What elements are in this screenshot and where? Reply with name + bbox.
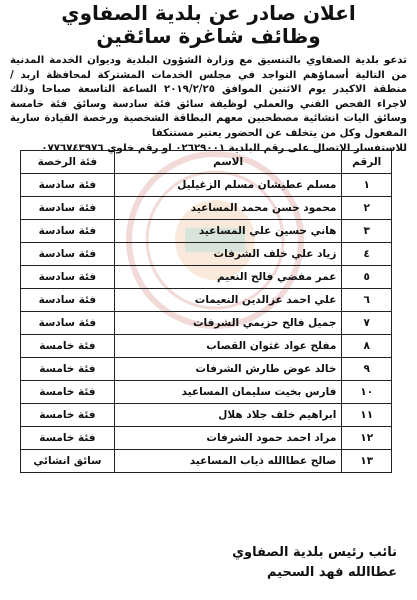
table-row bbox=[21, 335, 392, 358]
table-row bbox=[21, 197, 392, 220]
row-number: ١٣ bbox=[342, 450, 392, 473]
row-name: هاني حسين علي المساعيد bbox=[114, 220, 342, 243]
row-number: ١٠ bbox=[342, 381, 392, 404]
announcement-title: اعلان صادر عن بلدية الصفاوي bbox=[61, 1, 356, 25]
row-license-category: فئة خامسة bbox=[21, 381, 115, 404]
row-name: فارس بخيت سليمان المساعيد bbox=[114, 381, 342, 404]
table-row bbox=[21, 404, 392, 427]
row-number: ١٢ bbox=[342, 427, 392, 450]
row-license-category: فئة سادسة bbox=[21, 174, 115, 197]
candidates-table bbox=[20, 150, 392, 473]
row-license-category: فئة سادسة bbox=[21, 312, 115, 335]
signature-block bbox=[232, 543, 397, 583]
row-license-category: فئة خامسة bbox=[21, 427, 115, 450]
table-row bbox=[21, 312, 392, 335]
row-name: علي احمد عزالدين النعيمات bbox=[114, 289, 342, 312]
table-row bbox=[21, 289, 392, 312]
table-row bbox=[21, 174, 392, 197]
row-number: ٣ bbox=[342, 220, 392, 243]
row-name: صالح عطاالله ذياب المساعيد bbox=[114, 450, 342, 473]
header-name: الاسم bbox=[114, 151, 342, 174]
row-name: مراد احمد حمود الشرفات bbox=[114, 427, 342, 450]
table-row bbox=[21, 450, 392, 473]
row-license-category: فئة سادسة bbox=[21, 243, 115, 266]
row-license-category: فئة سادسة bbox=[21, 220, 115, 243]
row-number: ٩ bbox=[342, 358, 392, 381]
row-license-category: فئة خامسة bbox=[21, 358, 115, 381]
row-number: ١ bbox=[342, 174, 392, 197]
announcement-body: تدعو بلدية الصفاوي بالتنسيق مع وزارة الشؤون البلدية وديوان الخدمة المدنية من التالية أسماؤهم التواجد في مجلس الخدمات المشتركة لمحافظة اربد / منطقة الاكيدر يوم الاثنين الموافق ٢٠١٩/٢/٢٥ الساعة التاسعة صباحا وذلك لاجراء الفحص الفني والعملي لوظيفة سائق فئة سادسة وسائق فئة خامسة وسائق اليات انشائية مصطحبين معهم البطاقة الشخصية ورخصة القيادة سارية المفعول وكل من يتخلف عن الحضور يعتبر مستنكفا bbox=[10, 55, 407, 139]
announcement-subtitle: وظائف شاغرة سائقين bbox=[96, 24, 321, 48]
signature-name: عطاالله فهد السحيم bbox=[266, 565, 397, 580]
row-name: مسلم عطيشان مسلم الزغيليل bbox=[114, 174, 342, 197]
contact-info: للاستفسار الاتصال على رقم البلدية ٠٢٦٢٩٠٠١ او رقم خلوي ٠٧٧٦٧٤٣٩٧٦ bbox=[41, 143, 407, 154]
row-number: ٢ bbox=[342, 197, 392, 220]
row-number: ٧ bbox=[342, 312, 392, 335]
table-row bbox=[21, 381, 392, 404]
row-license-category: سائق انشائي bbox=[21, 450, 115, 473]
signature-title: نائب رئيس بلدية الصفاوي bbox=[232, 545, 397, 560]
table-row bbox=[21, 266, 392, 289]
row-license-category: فئة خامسة bbox=[21, 404, 115, 427]
row-name: ابراهيم خلف جلاد هلال bbox=[114, 404, 342, 427]
row-name: زياد علي خلف الشرفات bbox=[114, 243, 342, 266]
row-name: جميل فالح حزيمي الشرفات bbox=[114, 312, 342, 335]
row-license-category: فئة سادسة bbox=[21, 266, 115, 289]
row-license-category: فئة خامسة bbox=[21, 335, 115, 358]
header-license-category: فئة الرخصة bbox=[21, 151, 115, 174]
table-row bbox=[21, 358, 392, 381]
header-number: الرقم bbox=[342, 151, 392, 174]
table-row bbox=[21, 427, 392, 450]
row-number: ٦ bbox=[342, 289, 392, 312]
row-number: ١١ bbox=[342, 404, 392, 427]
row-number: ٨ bbox=[342, 335, 392, 358]
row-name: عمر مفضي فالح النعيم bbox=[114, 266, 342, 289]
row-number: ٤ bbox=[342, 243, 392, 266]
row-name: خالد عوض طارش الشرفات bbox=[114, 358, 342, 381]
table-header-row bbox=[21, 151, 392, 174]
row-number: ٥ bbox=[342, 266, 392, 289]
row-license-category: فئة سادسة bbox=[21, 289, 115, 312]
table-row bbox=[21, 243, 392, 266]
row-name: مفلح عواد غثوان القصاب bbox=[114, 335, 342, 358]
row-license-category: فئة سادسة bbox=[21, 197, 115, 220]
table-row bbox=[21, 220, 392, 243]
row-name: محمود حسن محمد المساعيد bbox=[114, 197, 342, 220]
